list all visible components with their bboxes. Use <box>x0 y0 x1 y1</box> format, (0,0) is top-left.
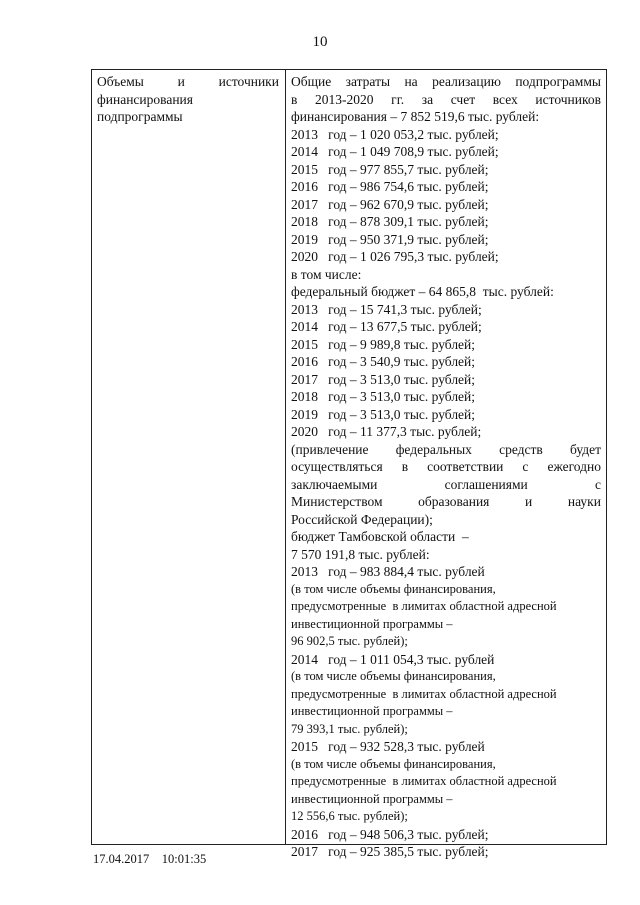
financing-label-cell <box>97 73 279 126</box>
details-line: 2017 год – 925 385,5 тыс. рублей; <box>291 844 489 859</box>
details-word: Министерством <box>291 494 383 509</box>
details-line: 2016 год – 986 754,6 тыс. рублей; <box>291 179 489 194</box>
label-word: и <box>177 74 185 89</box>
details-word: счет <box>450 91 476 107</box>
details-word: с <box>522 459 529 474</box>
details-word: соответствии <box>427 459 504 474</box>
details-line: 2017 год – 3 513,0 тыс. рублей; <box>291 371 476 387</box>
details-line: инвестиционной программы – <box>291 791 453 806</box>
details-line: предусмотренные в лимитах областной адресной <box>291 774 557 788</box>
details-line <box>291 441 601 459</box>
financing-details-cell <box>291 73 601 861</box>
details-word: в <box>291 91 298 107</box>
details-line: 2017 год – 962 670,9 тыс. рублей; <box>291 196 489 212</box>
details-line: 2018 год – 878 309,1 тыс. рублей; <box>291 214 489 229</box>
details-line: Российской Федерации); <box>291 511 433 527</box>
details-line <box>291 73 601 91</box>
details-word: федеральных <box>395 441 472 457</box>
label-word: источники <box>218 74 279 89</box>
details-word: на <box>404 74 418 89</box>
details-line: 2013 год – 983 884,4 тыс. рублей <box>291 564 485 579</box>
details-line: инвестиционной программы – <box>291 616 453 631</box>
details-line: инвестиционной программы – <box>291 704 453 718</box>
details-line: 2014 год – 1 011 054,3 тыс. рублей <box>291 651 495 667</box>
details-line: 96 902,5 тыс. рублей); <box>291 634 408 648</box>
details-line: федеральный бюджет – 64 865,8 тыс. рублей: <box>291 284 554 299</box>
label-word: Объемы <box>97 74 144 89</box>
details-line <box>291 476 601 494</box>
details-word: (привлечение <box>291 441 369 457</box>
details-line: 2015 год – 977 855,7 тыс. рублей; <box>291 161 489 177</box>
label-line-2: финансирования <box>97 91 193 107</box>
column-divider <box>285 70 286 844</box>
details-line: 2014 год – 13 677,5 тыс. рублей; <box>291 319 482 334</box>
details-line: предусмотренные в лимитах областной адресной <box>291 686 557 701</box>
details-line: 2015 год – 932 528,3 тыс. рублей <box>291 739 485 754</box>
details-word: и <box>525 494 533 509</box>
details-word: с <box>595 476 601 492</box>
details-line: финансирования – 7 852 519,6 тыс. рублей: <box>291 109 540 124</box>
page-number: 10 <box>312 34 328 50</box>
details-word: осуществляться <box>291 459 383 474</box>
details-word: Общие <box>291 74 332 89</box>
details-line: 2020 год – 11 377,3 тыс. рублей; <box>291 424 482 439</box>
details-line: (в том числе объемы финансирования, <box>291 756 496 771</box>
details-line: 2019 год – 3 513,0 тыс. рублей; <box>291 406 476 422</box>
print-timestamp <box>93 852 206 867</box>
details-word: реализацию <box>432 74 501 89</box>
details-line: 2013 год – 15 741,3 тыс. рублей; <box>291 301 482 317</box>
print-date: 17.04.2017 <box>93 852 150 866</box>
details-line: 2019 год – 950 371,9 тыс. рублей; <box>291 231 489 247</box>
details-line: 2016 год – 948 506,3 тыс. рублей; <box>291 826 489 842</box>
details-word: образования <box>418 494 490 509</box>
details-line <box>291 493 601 511</box>
details-line: предусмотренные в лимитах областной адресной <box>291 599 557 613</box>
details-word: подпрограммы <box>515 74 601 89</box>
details-word: заключаемыми <box>291 476 378 492</box>
details-line <box>291 91 601 109</box>
details-line <box>291 458 601 476</box>
details-line: 2015 год – 9 989,8 тыс. рублей; <box>291 336 476 352</box>
details-line: 12 556,6 тыс. рублей); <box>291 809 408 823</box>
label-line-3: подпрограммы <box>97 109 183 124</box>
details-line: 2013 год – 1 020 053,2 тыс. рублей; <box>291 126 499 142</box>
details-word: в <box>401 459 409 474</box>
details-line: 7 570 191,8 тыс. рублей: <box>291 546 430 562</box>
details-line: 2020 год – 1 026 795,3 тыс. рублей; <box>291 249 499 264</box>
details-line: бюджет Тамбовской области – <box>291 529 469 544</box>
label-line-1 <box>97 73 279 91</box>
details-word: науки <box>567 494 601 509</box>
details-line: в том числе: <box>291 266 362 282</box>
details-word: всех <box>492 91 518 107</box>
details-word: соглашениями <box>444 476 528 492</box>
details-word: ежегодно <box>547 459 601 474</box>
details-line: 79 393,1 тыс. рублей); <box>291 721 408 736</box>
details-line: (в том числе объемы финансирования, <box>291 669 496 683</box>
details-line: 2014 год – 1 049 708,9 тыс. рублей; <box>291 144 499 159</box>
details-line: 2016 год – 3 540,9 тыс. рублей; <box>291 354 476 369</box>
details-line: 2018 год – 3 513,0 тыс. рублей; <box>291 389 476 404</box>
details-word: за <box>421 91 434 107</box>
details-word: средств <box>499 441 543 457</box>
details-line: (в том числе объемы финансирования, <box>291 581 496 596</box>
details-word: 2013-2020 <box>315 91 374 107</box>
details-word: источников <box>535 91 601 107</box>
details-word: будет <box>569 441 601 457</box>
details-word: затраты <box>345 74 391 89</box>
details-word: гг. <box>391 91 405 107</box>
print-time: 10:01:35 <box>161 852 207 866</box>
